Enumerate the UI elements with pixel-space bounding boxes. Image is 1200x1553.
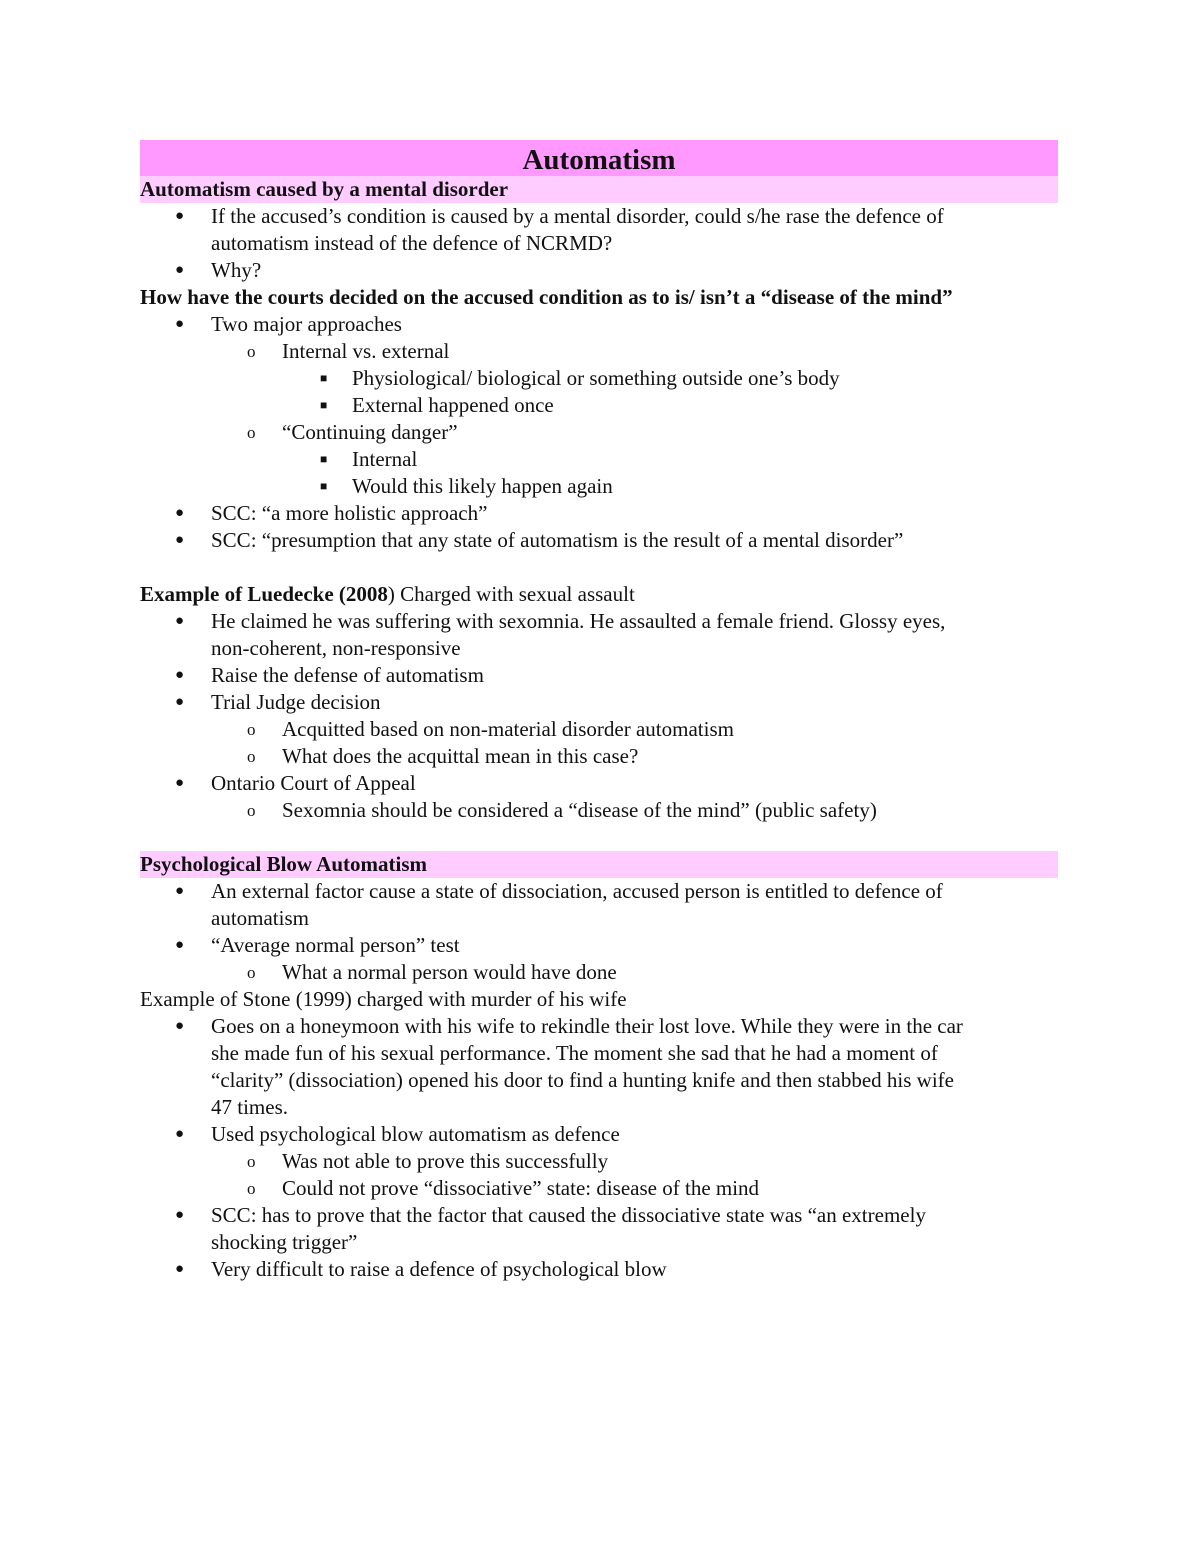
page-title: Automatism xyxy=(140,140,1058,176)
list-item-continuation: automatism instead of the defence of NCRMD? xyxy=(211,231,613,255)
circle-bullet-icon: o xyxy=(247,1152,256,1171)
bullet-icon: ● xyxy=(175,883,185,899)
list-item: ● Very difficult to raise a defence of psychological blow xyxy=(175,1257,667,1281)
circle-bullet-icon: o xyxy=(247,747,256,766)
list-item: ● SCC: “presumption that any state of automatism is the result of a mental disorder” xyxy=(175,528,904,552)
list-item-continuation: shocking trigger” xyxy=(211,1230,358,1254)
spacer xyxy=(140,824,1058,851)
bullet-icon: ● xyxy=(175,694,185,710)
section-heading-psychological-blow: Psychological Blow Automatism xyxy=(140,851,1058,878)
list-item: ● Ontario Court of Appeal xyxy=(175,771,416,795)
sub-list-item: o Acquitted based on non-material disorder automatism xyxy=(247,717,734,741)
list-item: ● Why? xyxy=(175,258,262,282)
bullet-icon: ● xyxy=(175,1261,185,1277)
section-heading-disease-of-mind: How have the courts decided on the accused condition as to is/ isn’t a “disease of the mind” xyxy=(140,285,953,309)
bullet-icon: ● xyxy=(175,505,185,521)
bullet-icon: ● xyxy=(175,667,185,683)
spacer xyxy=(140,554,1058,581)
bullet-icon: ● xyxy=(175,937,185,953)
list-item: ● He claimed he was suffering with sexomnia. He assaulted a female friend. Glossy eyes, xyxy=(175,609,946,633)
square-bullet-icon: ■ xyxy=(320,479,328,493)
list-item: ● Used psychological blow automatism as defence xyxy=(175,1122,620,1146)
sub-sub-list-item: ■ Would this likely happen again xyxy=(320,474,613,498)
square-bullet-icon: ■ xyxy=(320,371,328,385)
section-heading-mental-disorder: Automatism caused by a mental disorder xyxy=(140,176,1058,203)
bullet-icon: ● xyxy=(175,1207,185,1223)
circle-bullet-icon: o xyxy=(247,963,256,982)
sub-list-item: o What a normal person would have done xyxy=(247,960,617,984)
bullet-icon: ● xyxy=(175,1126,185,1142)
sub-list-item: o Was not able to prove this successfully xyxy=(247,1149,609,1173)
circle-bullet-icon: o xyxy=(247,423,256,442)
list-item: ● An external factor cause a state of dissociation, accused person is entitled to defence of xyxy=(175,879,943,903)
square-bullet-icon: ■ xyxy=(320,452,328,466)
section-heading-luedecke: Example of Luedecke (2008) Charged with sexual assault xyxy=(140,582,635,606)
list-item-continuation: she made fun of his sexual performance. The moment she sad that he had a moment of xyxy=(211,1041,938,1065)
list-item-continuation: non-coherent, non-responsive xyxy=(211,636,461,660)
list-item: ● If the accused’s condition is caused by a mental disorder, could s/he rase the defence of xyxy=(175,204,944,228)
circle-bullet-icon: o xyxy=(247,1179,256,1198)
square-bullet-icon: ■ xyxy=(320,398,328,412)
list-item: ● SCC: “a more holistic approach” xyxy=(175,501,488,525)
bullet-icon: ● xyxy=(175,208,185,224)
sub-sub-list-item: ■ External happened once xyxy=(320,393,554,417)
sub-list-item: o What does the acquittal mean in this case? xyxy=(247,744,639,768)
list-item-continuation: automatism xyxy=(211,906,309,930)
circle-bullet-icon: o xyxy=(247,720,256,739)
bullet-icon: ● xyxy=(175,613,185,629)
circle-bullet-icon: o xyxy=(247,342,256,361)
list-item: ● Goes on a honeymoon with his wife to rekindle their lost love. While they were in the car xyxy=(175,1014,963,1038)
bullet-icon: ● xyxy=(175,775,185,791)
bullet-icon: ● xyxy=(175,1018,185,1034)
sub-sub-list-item: ■ Physiological/ biological or something outside one’s body xyxy=(320,366,840,390)
sub-list-item: o “Continuing danger” xyxy=(247,420,458,444)
bullet-icon: ● xyxy=(175,262,185,278)
list-item: ● Raise the defense of automatism xyxy=(175,663,484,687)
example-heading-stone: Example of Stone (1999) charged with murder of his wife xyxy=(140,987,627,1011)
list-item-continuation: 47 times. xyxy=(211,1095,288,1119)
list-item-continuation: “clarity” (dissociation) opened his door to find a hunting knife and then stabbed his wife xyxy=(211,1068,954,1092)
list-item: ● “Average normal person” test xyxy=(175,933,460,957)
list-item: ● SCC: has to prove that the factor that caused the dissociative state was “an extremely xyxy=(175,1203,926,1227)
bullet-icon: ● xyxy=(175,316,185,332)
document-page xyxy=(140,140,1058,1283)
sub-list-item: o Sexomnia should be considered a “disease of the mind” (public safety) xyxy=(247,798,877,822)
bullet-icon: ● xyxy=(175,532,185,548)
list-item: ● Trial Judge decision xyxy=(175,690,381,714)
circle-bullet-icon: o xyxy=(247,801,256,820)
list-item: ● Two major approaches xyxy=(175,312,402,336)
sub-sub-list-item: ■ Internal xyxy=(320,447,418,471)
sub-list-item: o Could not prove “dissociative” state: disease of the mind xyxy=(247,1176,760,1200)
sub-list-item: o Internal vs. external xyxy=(247,339,450,363)
